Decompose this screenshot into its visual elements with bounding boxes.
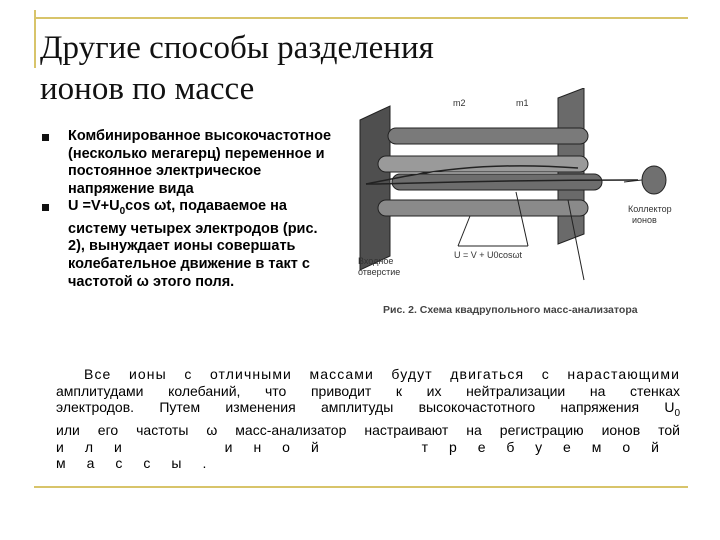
bullet-text-1: Комбинированное высокочастотное (несколько мегагерц) переменное и постоянное электрическое напряжение вида — [68, 128, 332, 197]
title-line-1: Другие способы разделения — [40, 30, 434, 66]
bullet-item-1 — [42, 128, 342, 198]
frame-left-line — [34, 10, 36, 68]
paragraph-line-1: Все ионы с отличными массами будут двигаться с нарастающими — [84, 366, 680, 382]
bullet-text-2 — [68, 198, 338, 291]
paragraph-line-5: или иной требуемой массы. — [56, 438, 680, 472]
paragraph-line-4: или его частоты ω масс-анализатор настраивают на регистрацию ионов той — [56, 422, 680, 439]
bullet-2-rest: cos ωt, подаваемое на систему четырех электродов (рис. 2), вынуждает ионы совершать колебательное движение в такт с частотой ω этого поля. — [68, 198, 318, 290]
title-line-2: ионов по массе — [40, 71, 255, 107]
paragraph-line-2: амплитудами колебаний, что приводит к их нейтрализации на стенках — [56, 382, 680, 399]
quadrupole-diagram — [348, 88, 688, 328]
bullet-item-2 — [42, 198, 342, 291]
bullet-square-icon — [42, 204, 49, 211]
frame-top-line — [34, 17, 688, 19]
label-m1: m1 — [516, 98, 529, 108]
quadrupole-figure — [348, 88, 688, 328]
label-m2: m2 — [453, 98, 466, 108]
paragraph-line-3-text: электродов. Путем изменения амплитуды высокочастотного напряжения U — [56, 399, 675, 415]
label-inlet: Входное — [358, 256, 394, 266]
figure-caption: Рис. 2. Схема квадрупольного масс-анализатора — [383, 304, 638, 316]
label-inlet-2: отверстие — [358, 267, 401, 277]
formula-prefix: U =V+U — [68, 198, 120, 215]
paragraph-line-3-sub: 0 — [674, 407, 680, 419]
body-paragraph — [56, 366, 680, 472]
paragraph-line-3 — [56, 399, 680, 422]
frame-bottom-line — [34, 486, 688, 488]
label-collector: Коллектор — [628, 204, 672, 214]
formula-label: U = V + U0cosωt — [454, 250, 523, 260]
formula-subscript: 0 — [119, 206, 126, 218]
bullet-list — [42, 128, 342, 291]
bullet-square-icon — [42, 134, 49, 141]
label-collector-2: ионов — [632, 215, 657, 225]
